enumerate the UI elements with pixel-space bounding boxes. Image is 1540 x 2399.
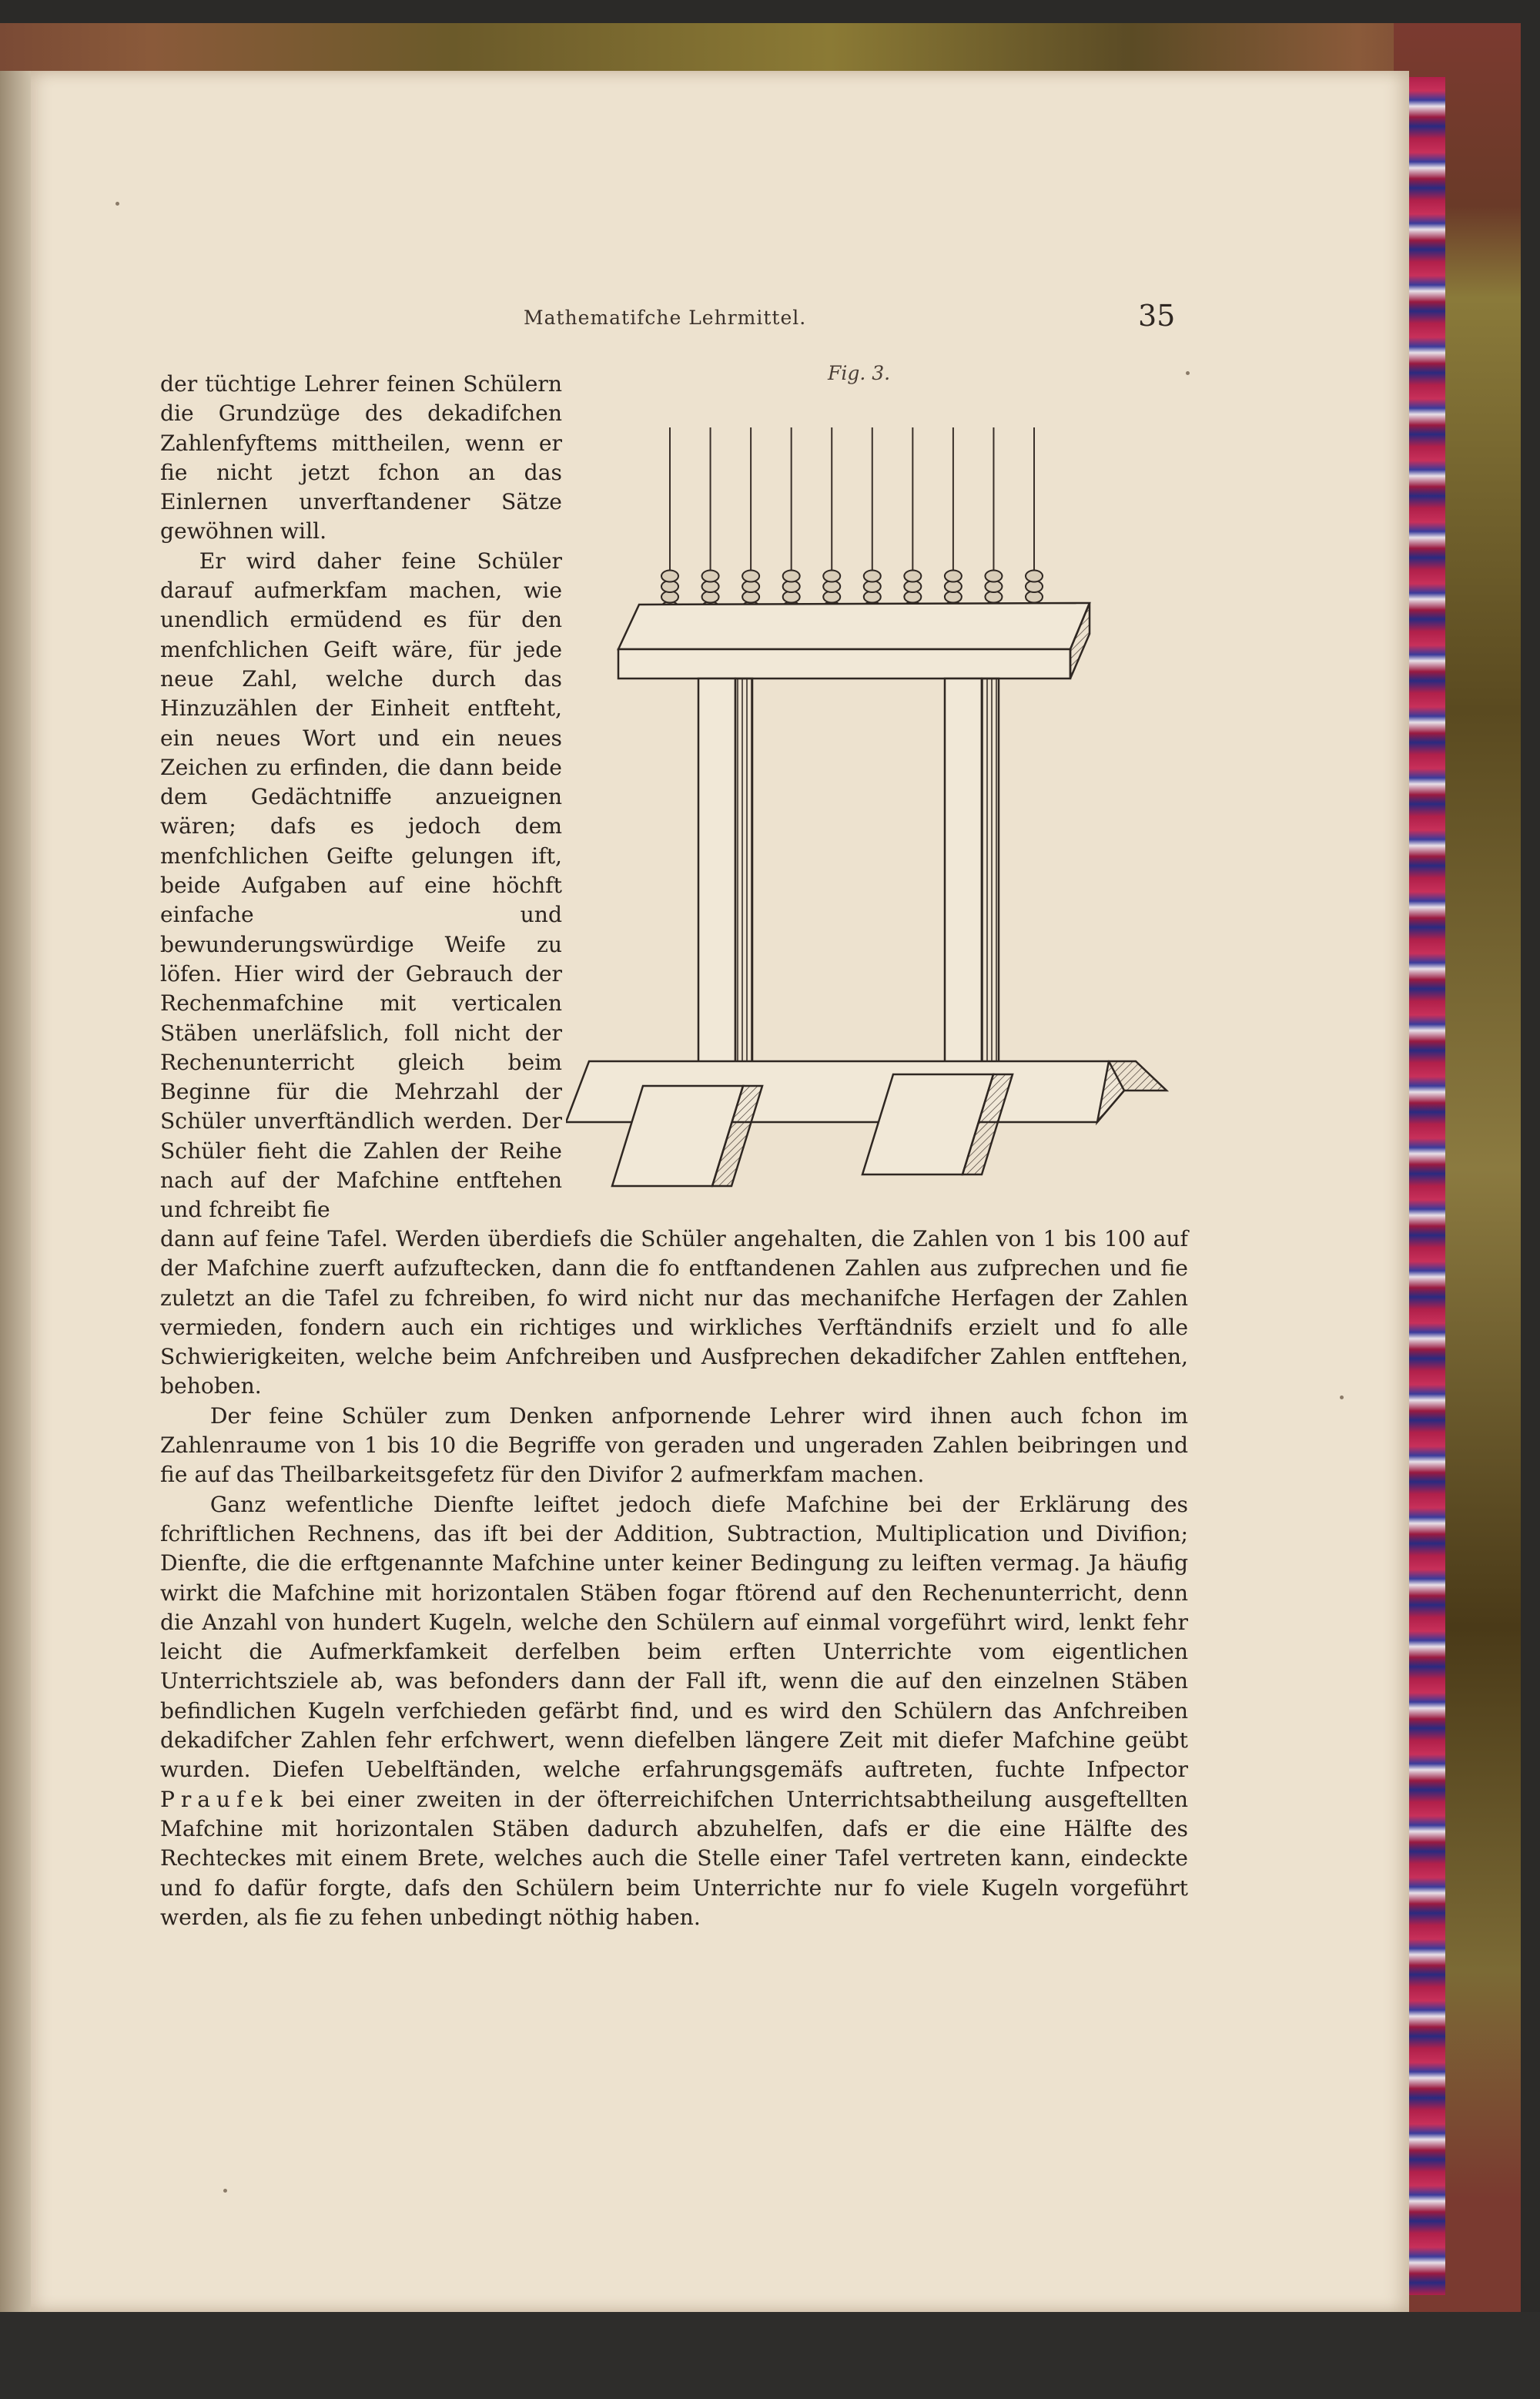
paragraph: Der feine Schüler zum Denken anfpornende Lehrer wird ihnen auch fchon im Zahlenraume von 1 bis 10 die Begriffe von geraden und ungeraden Zahlen beibringen und fie auf das Theilbarkeitsgefetz für den Divifor 2 aufmerkfam machen. bbox=[160, 1402, 1188, 1488]
paragraph: dann auf feine Tafel. Werden überdiefs die Schüler angehalten, die Zahlen von 1 bis 100 auf der Mafchine zuerft aufzuftecken, dann die fo entftandenen Zahlen aus zufprechen und fie zuletzt an die Tafel zu fchreiben, fo wird nicht nur das mechanifche Herfagen der Zahlen vermieden, fondern auch ein richtiges und wirkliches Verftändnifs erzielt und fo alle Schwierigkeiten, welche beim Anfchreiben und Ausfprechen dekadifcher Zahlen entftehen, behoben. bbox=[160, 1226, 1188, 1399]
paper-speck bbox=[223, 2189, 227, 2193]
abacus-bead bbox=[985, 571, 1002, 582]
paragraph-text: Ganz wefentliche Dienfte leiftet jedoch diefe Mafchine bei der Erklärung des fchriftlichen Rechnens, das ift bei der Addition, Subtraction, Multiplication und Divifion; Dienfte, die die erftgenannte Mafchine unter keiner Bedingung zu leiften vermag. Ja häufig wirkt die Mafchine mit horizontalen Stäben fogar ftörend auf den Rechenunterricht, denn die Anzahl von hundert Kugeln, welche den Schülern auf einmal vorgeführt wird, lenkt fehr leicht die Aufmerkfamkeit derfelben beim erften Unterrichte vom eigentlichen Unterrichtsziele ab, was befonders dann der Fall ift, wenn die auf den einzelnen Stäben befindlichen Kugeln verfchieden gefärbt find, und es wird den Schülern das Anfchreiben dekadifcher Zahlen fehr erfchwert, wenn diefelben längere Zeit mit diefer Mafchine geübt wurden. Diefen Uebelftänden, welche erfahrungsgemäfs auftreten, fuchte Infpector bbox=[160, 1491, 1188, 1783]
paper-speck bbox=[116, 202, 119, 206]
abacus-bead bbox=[742, 571, 759, 582]
paragraph bbox=[160, 1490, 1188, 1932]
paper-speck bbox=[1340, 1396, 1344, 1399]
abacus-rods bbox=[670, 427, 1034, 620]
abacus-bead bbox=[661, 571, 678, 582]
paragraph: Er wird daher feine Schüler darauf aufmerkfam machen, wie unendlich ermüdend es für den menfchlichen Geift wäre, für jede neue Zahl, welche durch das Hinzuzählen der Einheit entfteht, ein neues Wort und ein neues Zeichen zu erfinden, die dann beide dem Gedächtniffe anzueignen wären; dafs es jedoch dem menfchlichen Geifte gelungen ift, beide Aufgaben auf eine höchft einfache und bewunderungswürdige Weife zu löfen. Hier wird der Gebrauch der Rechenmafchine mit verticalen Stäben unerläfslich, foll nicht der Rechenunterricht gleich beim Beginne für die Mehrzahl der Schüler unverftändlich werden. Der Schüler fieht die Zahlen der Reihe nach auf der Mafchine entftehen und fchreibt fie bbox=[160, 548, 562, 1223]
abacus-bead bbox=[702, 571, 719, 582]
abacus-legs bbox=[698, 678, 999, 1075]
abacus-bead bbox=[783, 571, 800, 582]
abacus-bead bbox=[1026, 571, 1043, 582]
running-head: Mathematifche Lehrmittel. bbox=[524, 307, 807, 329]
abacus-bead bbox=[945, 571, 962, 582]
abacus-figure bbox=[566, 416, 1170, 1190]
abacus-bead bbox=[904, 571, 921, 582]
paper-speck bbox=[1186, 371, 1190, 375]
marbled-page-edge bbox=[1403, 77, 1445, 2295]
text-body bbox=[160, 1225, 1188, 1932]
abacus-bead bbox=[823, 571, 840, 582]
abacus-bead bbox=[864, 571, 881, 582]
abacus-base bbox=[566, 1061, 1167, 1186]
paragraph-text: bei einer zweiten in der öfterreichifchen Unterrichtsabtheilung ausgeftellten Mafchine mit horizontalen Stäben dadurch abzuhelfen, dafs er die eine Hälfte des Rechteckes mit einem Brete, welches auch die Stelle einer Tafel vertreten kann, eindeckte und fo dafür forgte, dafs den Schülern beim Unterrichte nur fo viele Kugeln vorgeführt werden, als fie zu fehen unbedingt nöthig haben. bbox=[160, 1786, 1189, 1930]
page-number: 35 bbox=[1138, 299, 1176, 333]
text-column bbox=[160, 370, 562, 1225]
table-surface bbox=[0, 2312, 1540, 2399]
abacus-top-bar bbox=[618, 603, 1090, 678]
figure-label: Fig. 3. bbox=[828, 362, 891, 384]
person-name: Praufek bbox=[160, 1786, 289, 1812]
paragraph: der tüchtige Lehrer feinen Schülern die Grundzüge des dekadifchen Zahlenfyftems mittheilen, wenn er fie nicht jetzt fchon an das Einlernen unverftandener Sätze gewöhnen will. bbox=[160, 371, 562, 544]
